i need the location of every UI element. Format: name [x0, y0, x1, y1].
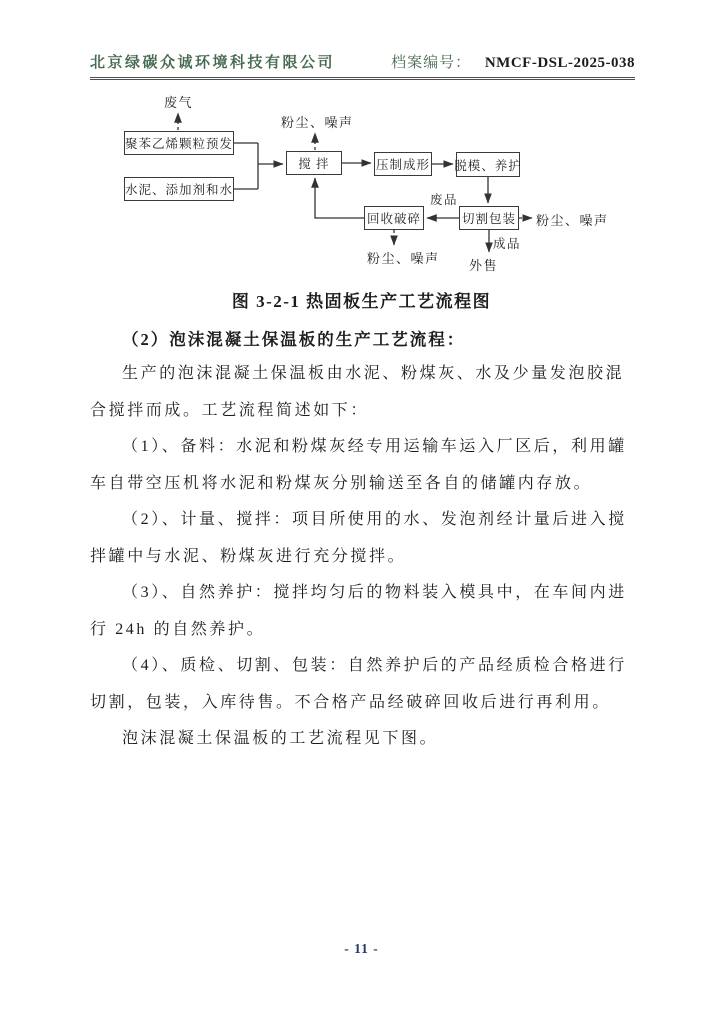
paragraph-line: 切割，包装，入库待售。不合格产品经破碎回收后进行再利用。 [90, 693, 611, 711]
section-heading: （2）泡沫混凝土保温板的生产工艺流程： [122, 330, 466, 349]
paragraph-line: 泡沫混凝土保温板的工艺流程见下图。 [122, 730, 439, 747]
page-number: - 11 - [344, 941, 379, 956]
flow-box-cutting-packaging: 切割包装 [459, 206, 519, 230]
flow-box-mixing: 搅 拌 [286, 151, 342, 175]
arrow-recycle-mix [315, 178, 364, 218]
archive-number: NMCF-DSL-2025-038 [484, 55, 635, 71]
paragraph-line: 合搅拌而成。工艺流程简述如下： [90, 401, 370, 419]
process-flowchart [0, 0, 723, 300]
flow-box-recycle-crushing: 回收破碎 [364, 206, 424, 230]
label-external-sale: 外售 [469, 258, 499, 273]
label-dust-noise-mix: 粉尘、噪声 [281, 115, 354, 130]
label-dust-noise-recycle: 粉尘、噪声 [367, 251, 440, 266]
paragraph-line: 车自带空压机将水泥和粉煤灰分别输送至各自的储罐内存放。 [90, 474, 593, 492]
company-name: 北京绿碳众诚环境科技有限公司 [90, 55, 336, 71]
label-finished-product: 成品 [493, 237, 522, 251]
flowchart-connectors [0, 0, 723, 300]
figure-caption: 图 3-2-1 热固板生产工艺流程图 [231, 292, 492, 311]
paragraph-line: 行 24h 的自然养护。 [90, 620, 266, 638]
flow-box-press-forming: 压制成形 [374, 152, 432, 176]
label-scrap: 废品 [430, 193, 459, 207]
label-waste-gas: 废气 [164, 95, 194, 110]
body-paragraphs [90, 356, 638, 758]
paragraph-line: 生产的泡沫混凝土保温板由水泥、粉煤灰、水及少量发泡胶混 [122, 365, 625, 382]
label-dust-noise-cut: 粉尘、噪声 [536, 213, 609, 228]
paragraph-line: （1）、备料：水泥和粉煤灰经专用运输车运入厂区后，利用罐 [122, 438, 627, 455]
flow-box-cement-additives: 水泥、添加剂和水 [124, 177, 234, 201]
archive-label: 档案编号： [391, 55, 472, 71]
paragraph-line: （3）、自然养护：搅拌均匀后的物料装入模具中，在车间内进 [122, 584, 627, 601]
paragraph-line: 拌罐中与水泥、粉煤灰进行充分搅拌。 [90, 547, 407, 565]
flow-box-pre-foam: 聚苯乙烯颗粒预发 [124, 131, 234, 155]
paragraph-line: （4）、质检、切割、包装：自然养护后的产品经质检合格进行 [122, 657, 627, 674]
flow-box-demold-curing: 脱模、养护 [456, 152, 520, 177]
paragraph-line: （2）、计量、搅拌：项目所使用的水、发泡剂经计量后进入搅 [122, 511, 627, 528]
